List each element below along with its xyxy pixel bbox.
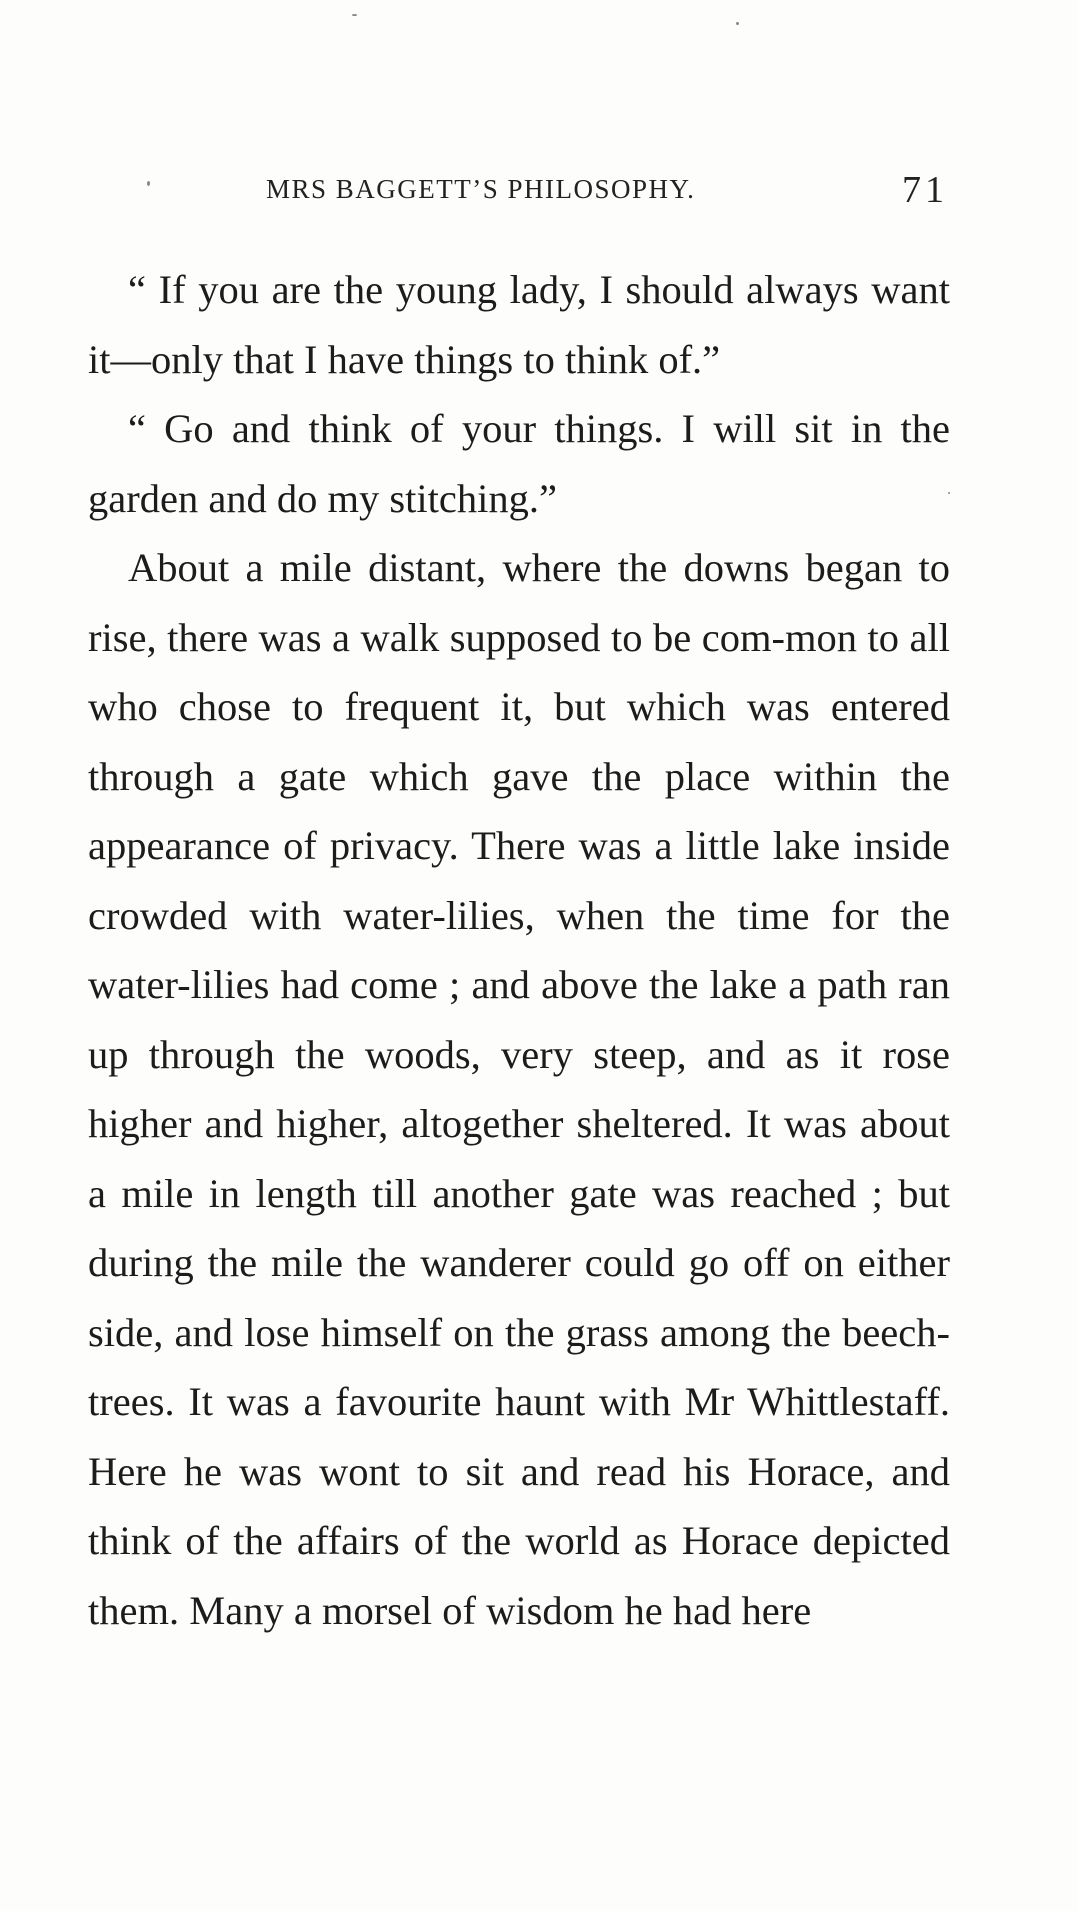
print-speck — [352, 14, 357, 16]
print-speck — [736, 22, 739, 25]
body-text — [88, 255, 950, 1645]
print-speck — [147, 181, 150, 186]
running-head — [88, 168, 948, 212]
paragraph: “ If you are the young lady, I should always want it—only that I have things to think of.” — [88, 267, 950, 382]
page-number: 71 — [902, 169, 948, 211]
running-title: MRS BAGGETT’S PHILOSOPHY. — [266, 174, 696, 204]
paragraph: About a mile distant, where the downs began to rise, there was a walk supposed to be com-mon to all who chose to frequent it, but which was entered through a gate which gave the place within the appearance of privacy. There was a little lake inside crowded with water-lilies, when the time for the water-lilies had come ; and above the lake a path ran up through the woods, very steep, and as it rose higher and higher, altogether sheltered. It was about a mile in length till another gate was reached ; but during the mile the wanderer could go off on either side, and lose himself on the grass among the beech-trees. It was a favourite haunt with Mr Whittlestaff. Here he was wont to sit and read his Horace, and think of the affairs of the world as Horace depicted them. Many a morsel of wisdom he had here — [88, 545, 950, 1633]
print-speck — [948, 492, 950, 494]
paragraph: “ Go and think of your things. I will sit in the garden and do my stitching.” — [88, 406, 950, 521]
